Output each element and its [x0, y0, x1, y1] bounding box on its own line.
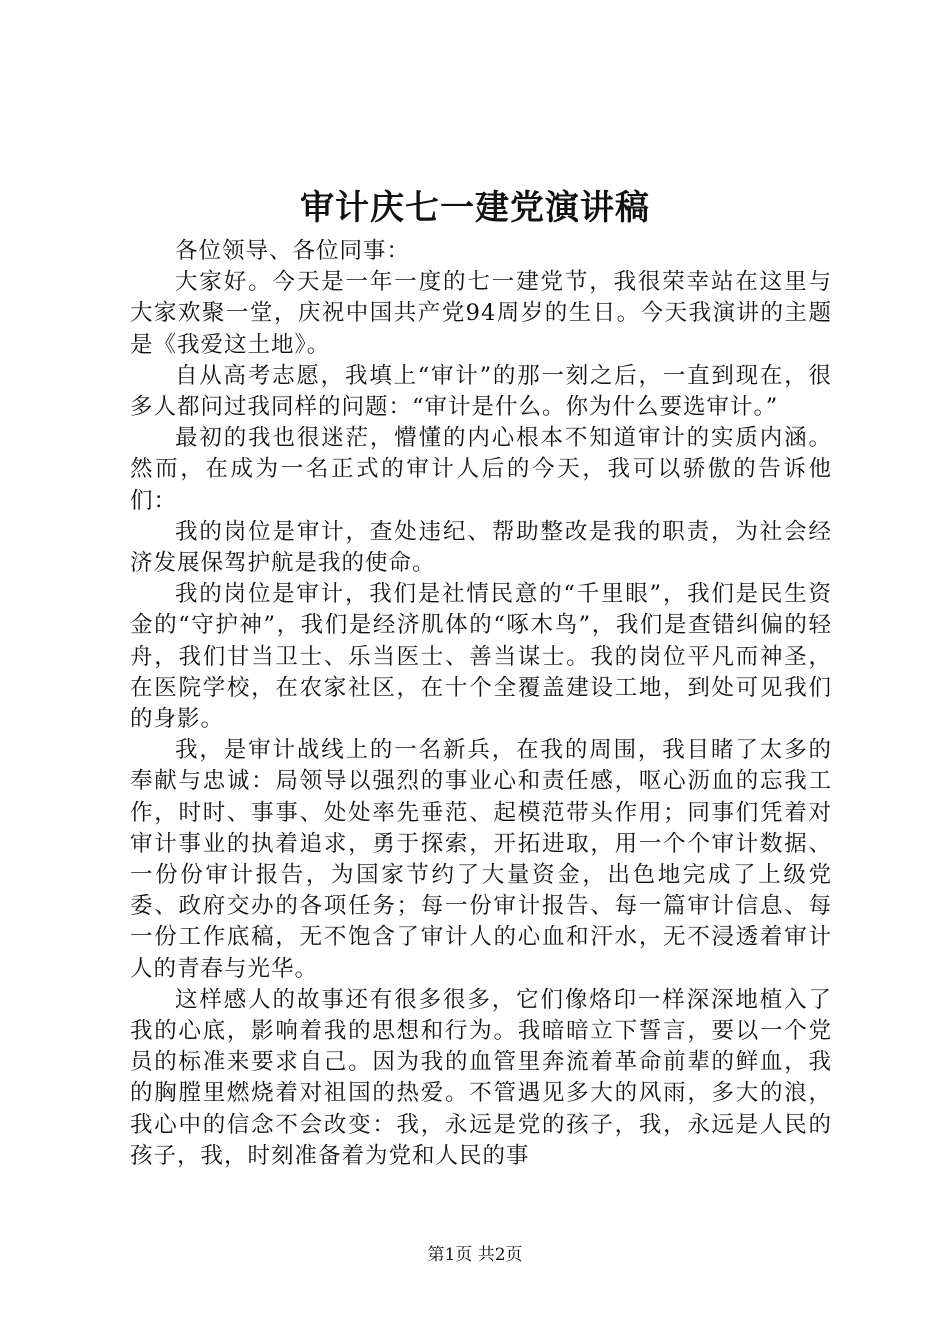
- document-title: 审计庆七一建党演讲稿: [300, 188, 650, 228]
- paragraph: 我的岗位是审计，查处违纪、帮助整改是我的职责，为社会经济发展保驾护航是我的使命。: [130, 518, 832, 577]
- paragraph: 这样感人的故事还有很多很多，它们像烙印一样深深地植入了我的心底，影响着我的思想和行为。我暗暗立下誓言，要以一个党员的标准来要求自己。因为我的血管里奔流着革命前辈的鲜血，我的胸膛里燃烧着对祖国的热爱。不管遇见多大的风雨，多大的浪，我心中的信念不会改变：我，永远是党的孩子，我，永远是人民的孩子，我，时刻准备着为党和人民的事: [130, 986, 832, 1169]
- paragraph: 我的岗位是审计，我们是社情民意的“千里眼”，我们是民生资金的“守护神”，我们是经济肌体的“啄木鸟”，我们是查错纠偏的轻舟，我们甘当卫士、乐当医士、善当谋士。我的岗位平凡而神圣，在医院学校，在农家社区，在十个全覆盖建设工地，到处可见我们的身影。: [130, 581, 832, 733]
- paragraph-salutation: 各位领导、各位同事：: [175, 238, 411, 264]
- page-number-footer: 第1页 共2页: [427, 1245, 523, 1265]
- paragraph: 我，是审计战线上的一名新兵，在我的周围，我目睹了太多的奉献与忠诚：局领导以强烈的事业心和责任感，呕心沥血的忘我工作，时时、事事、处处率先垂范、起模范带头作用；同事们凭着对审计事业的执着追求，勇于探索，开拓进取，用一个个审计数据、一份份审计报告，为国家节约了大量资金，出色地完成了上级党委、政府交办的各项任务；每一份审计报告、每一篇审计信息、每一份工作底稿，无不饱含了审计人的心血和汗水，无不浸透着审计人的青春与光华。: [130, 737, 832, 982]
- paragraph: 自从高考志愿，我填上“审计”的那一刻之后，一直到现在，很多人都问过我同样的问题：“审计是什么。你为什么要选审计。”: [130, 362, 832, 421]
- paragraph: 最初的我也很迷茫，懵懂的内心根本不知道审计的实质内涵。然而，在成为一名正式的审计人后的今天，我可以骄傲的告诉他们：: [130, 425, 832, 514]
- document-body: [130, 236, 832, 1172]
- paragraph: 大家好。今天是一年一度的七一建党节，我很荣幸站在这里与大家欢聚一堂，庆祝中国共产党94周岁的生日。今天我演讲的主题是《我爱这土地》。: [130, 269, 832, 358]
